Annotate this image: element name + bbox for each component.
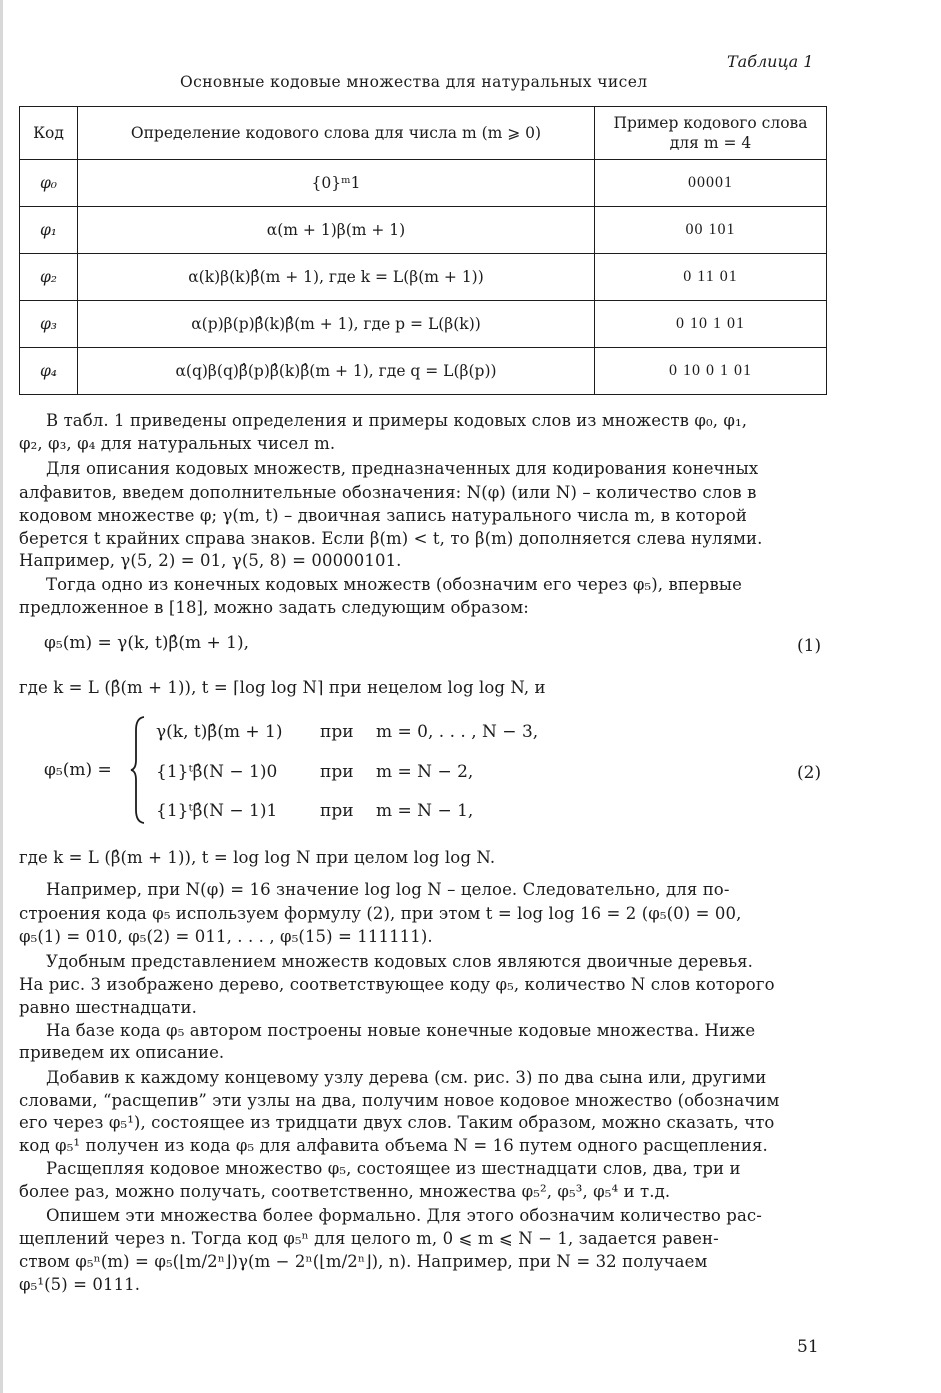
case-condition: m = 0, . . . , N − 3, [376,722,539,742]
equation-2-lhs: φ₅(m) = [44,760,112,780]
para4-line: φ₅(1) = 010, φ₅(2) = 011, . . . , φ₅(15) = 111111). [19,927,433,946]
para6-line: На базе кода φ₅ автором построены новые конечные кодовые множества. Ниже [46,1021,756,1040]
header-definition: Определение кодового слова для числа m (m ⩾ 0) [78,107,595,160]
where-clause-2: где k = L (β̂(m + 1)), t = log log N при целом log log N. [19,848,496,867]
row-example: 0 10 0 1 01 [595,348,827,395]
case-expression: γ(k, t)β̂(m + 1) [156,722,283,742]
para2-line: Для описания кодовых множеств, предназначенных для кодирования конечных [46,459,759,478]
para5-line: Удобным представлением множеств кодовых слов являются двоичные деревья. [46,952,754,971]
row-example: 00 101 [595,207,827,254]
para1-line: φ₂, φ₃, φ₄ для натуральных чисел m. [19,434,336,453]
row-definition: α(p)β(p)β̂(k)β̂(m + 1), где p = L(β(k)) [78,301,595,348]
case-expression: {1}ᵗβ̂(N − 1)1 [156,801,278,821]
code-sets-table [19,106,827,395]
para9-line: щеплений через n. Тогда код φ₅ⁿ для целого m, 0 ⩽ m ⩽ N − 1, задается равен- [19,1229,719,1248]
row-code: φ₄ [20,348,78,395]
case-condition: m = N − 2, [376,762,474,782]
para8-line: Расщепляя кодовое множество φ₅, состоящее из шестнадцати слов, два, три и [46,1159,741,1178]
row-example: 00001 [595,160,827,207]
para7-line: код φ₅¹ получен из кода φ₅ для алфавита объема N = 16 путем одного расщепления. [19,1136,768,1155]
row-code: φ₀ [20,160,78,207]
para2-line: кодовом множестве φ; γ(m, t) – двоичная запись натурального числа m, в которой [19,506,747,525]
para7-line: Добавив к каждому концевому узлу дерева (см. рис. 3) по два сына или, другими [46,1068,767,1087]
para9-line: φ₅¹(5) = 0111. [19,1275,141,1294]
para9-line: Опишем эти множества более формально. Для этого обозначим количество рас- [46,1206,762,1225]
case-expression: {1}ᵗβ̂(N − 1)0 [156,762,278,782]
table-title: Основные кодовые множества для натуральных чисел [180,73,648,91]
para1-line: В табл. 1 приведены определения и примеры кодовых слов из множеств φ₀, φ₁, [46,411,748,430]
para7-line: его через φ₅¹), состоящее из тридцати двух слов. Таким образом, можно сказать, что [19,1113,775,1132]
header-example [595,107,827,160]
table-row [20,207,827,254]
header-code: Код [20,107,78,160]
para2-line: Например, γ(5, 2) = 01, γ(5, 8) = 00000101. [19,551,402,570]
row-example: 0 10 1 01 [595,301,827,348]
page-number: 51 [797,1337,819,1357]
row-definition: α(q)β(q)β̂(p)β̂(k)β̂(m + 1), где q = L(β(p)) [78,348,595,395]
para4-line: Например, при N(φ) = 16 значение log log N – целое. Следовательно, для по- [46,880,730,899]
para3-line: предложенное в [18], можно задать следующим образом: [19,598,529,617]
row-definition: {0}ᵐ1 [78,160,595,207]
page-edge-shadow [0,0,3,1393]
table-row [20,160,827,207]
para2-line: алфавитов, введем дополнительные обозначения: N(φ) (или N) – количество слов в [19,483,757,502]
para3-line: Тогда одно из конечных кодовых множеств (обозначим его через φ₅), впервые [46,575,742,594]
row-code: φ₃ [20,301,78,348]
para2-line: берется t крайних справа знаков. Если β(m) < t, то β(m) дополняется слева нулями. [19,529,763,548]
row-code: φ₂ [20,254,78,301]
table-row [20,348,827,395]
row-definition: α(k)β(k)β̂(m + 1), где k = L(β(m + 1)) [78,254,595,301]
para5-line: На рис. 3 изображено дерево, соответствующее коду φ₅, количество N слов которого [19,975,775,994]
header-example-line1: Пример кодового слова [613,114,808,132]
case-when: при [320,762,354,782]
para7-line: словами, “расщепив” эти узлы на два, получим новое кодовое множество (обозначим [19,1091,780,1110]
row-definition: α(m + 1)β(m + 1) [78,207,595,254]
equation-1-number: (1) [797,636,822,656]
para4-line: строения кода φ₅ используем формулу (2), при этом t = log log 16 = 2 (φ₅(0) = 00, [19,904,742,923]
table-label: Таблица 1 [727,52,814,71]
para5-line: равно шестнадцати. [19,998,197,1017]
para9-line: ством φ₅ⁿ(m) = φ₅(⌊m/2ⁿ⌋)γ(m − 2ⁿ(⌊m/2ⁿ⌋), n). Например, при N = 32 получаем [19,1252,708,1271]
left-brace-icon [130,716,146,824]
header-example-line2: для m = 4 [669,134,752,152]
equation-2-number: (2) [797,763,822,783]
where-clause-1: где k = L (β̂(m + 1)), t = ⌈log log N⌉ при нецелом log log N, и [19,678,546,697]
para6-line: приведем их описание. [19,1043,225,1062]
row-code: φ₁ [20,207,78,254]
table-header-row [20,107,827,160]
table-row [20,301,827,348]
para8-line: более раз, можно получать, соответственно, множества φ₅², φ₅³, φ₅⁴ и т.д. [19,1182,671,1201]
row-example: 0 11 01 [595,254,827,301]
equation-1: φ₅(m) = γ(k, t)β̂(m + 1), [44,633,250,653]
case-when: при [320,801,354,821]
case-when: при [320,722,354,742]
case-condition: m = N − 1, [376,801,474,821]
table-row [20,254,827,301]
